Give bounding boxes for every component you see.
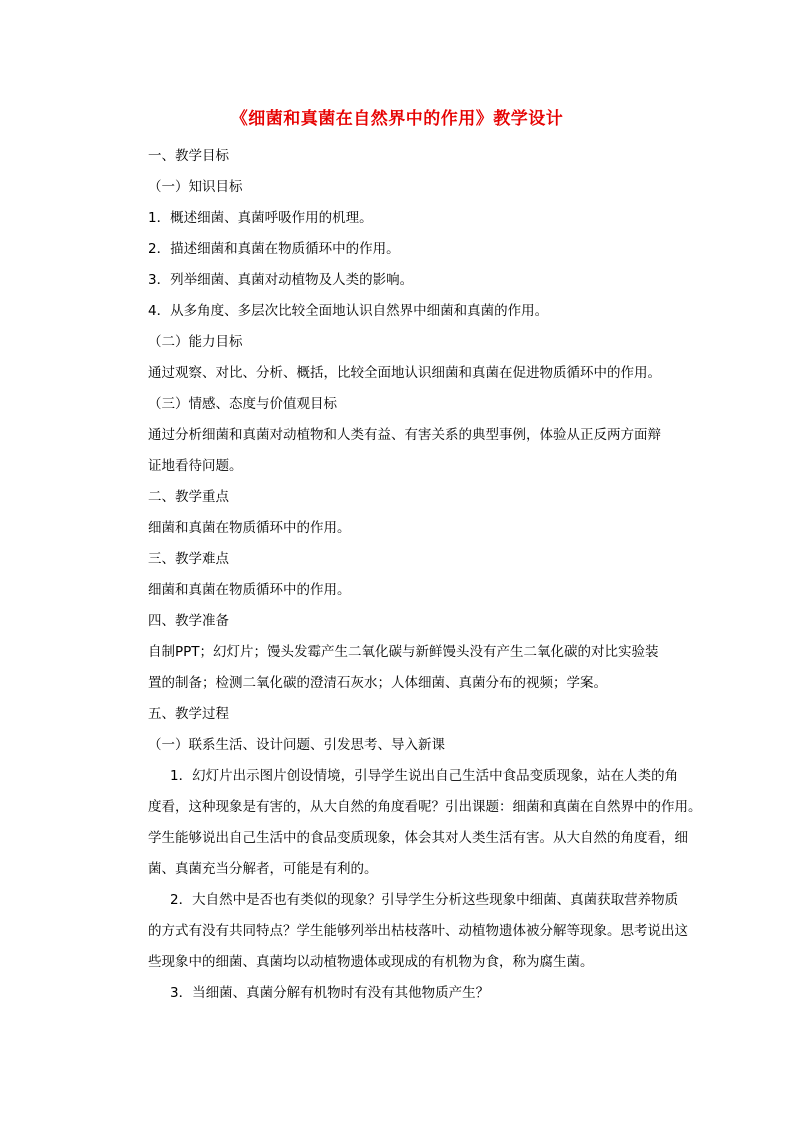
- process-item-1-line-4: 菌、真菌充当分解者，可能是有利的。: [148, 861, 378, 877]
- knowledge-item-2: 2．描述细菌和真菌在物质循环中的作用。: [148, 241, 400, 257]
- heading-key-point: 二、教学重点: [148, 489, 229, 505]
- preparation-text-line-2: 置的制备；检测二氧化碳的澄清石灰水；人体细菌、真菌分布的视频；学案。: [148, 675, 607, 691]
- heading-objectives: 一、教学目标: [148, 148, 229, 164]
- ability-text: 通过观察、对比、分析、概括，比较全面地认识细菌和真菌在促进物质循环中的作用。: [148, 365, 661, 381]
- process-item-2-line-2: 的方式有没有共同特点？学生能够列举出枯枝落叶、动植物遗体被分解等现象。思考说出这: [148, 923, 688, 939]
- heading-preparation: 四、教学准备: [148, 613, 229, 629]
- difficult-point-text: 细菌和真菌在物质循环中的作用。: [148, 582, 351, 598]
- process-item-1-line-3: 学生能够说出自己生活中的食品变质现象，体会其对人类生活有害。从大自然的角度看，细: [148, 830, 688, 846]
- heading-process: 五、教学过程: [148, 706, 229, 722]
- process-item-3-line-1: 3．当细菌、真菌分解有机物时有没有其他物质产生？: [170, 985, 490, 1001]
- knowledge-item-3: 3．列举细菌、真菌对动植物及人类的影响。: [148, 272, 414, 288]
- heading-difficult-point: 三、教学难点: [148, 551, 229, 567]
- emotion-text-line-2: 证地看待问题。: [148, 458, 243, 474]
- knowledge-item-4: 4．从多角度、多层次比较全面地认识自然界中细菌和真菌的作用。: [148, 303, 549, 319]
- preparation-text-line-1: 自制PPT；幻灯片；馒头发霉产生二氧化碳与新鲜馒头没有产生二氧化碳的对比实验装: [148, 644, 659, 660]
- process-item-1-line-2: 度看，这种现象是有害的，从大自然的角度看呢？引出课题：细菌和真菌在自然界中的作用。: [148, 799, 702, 815]
- knowledge-item-1: 1．概述细菌、真菌呼吸作用的机理。: [148, 210, 373, 226]
- process-item-1-line-1: 1．幻灯片出示图片创设情境，引导学生说出自己生活中食品变质现象，站在人类的角: [170, 768, 679, 784]
- subheading-ability: （二）能力目标: [148, 334, 243, 350]
- subheading-knowledge: （一）知识目标: [148, 179, 243, 195]
- document-title: 《细菌和真菌在自然界中的作用》教学设计: [230, 109, 564, 129]
- subheading-intro: （一）联系生活、设计问题、引发思考、导入新课: [148, 737, 445, 753]
- process-item-2-line-1: 2．大自然中是否也有类似的现象？引导学生分析这些现象中细菌、真菌获取营养物质: [170, 892, 679, 908]
- process-item-2-line-3: 些现象中的细菌、真菌均以动植物遗体或现成的有机物为食，称为腐生菌。: [148, 954, 594, 970]
- emotion-text-line-1: 通过分析细菌和真菌对动植物和人类有益、有害关系的典型事例，体验从正反两方面辩: [148, 427, 661, 443]
- key-point-text: 细菌和真菌在物质循环中的作用。: [148, 520, 351, 536]
- subheading-emotion: （三）情感、态度与价值观目标: [148, 396, 337, 412]
